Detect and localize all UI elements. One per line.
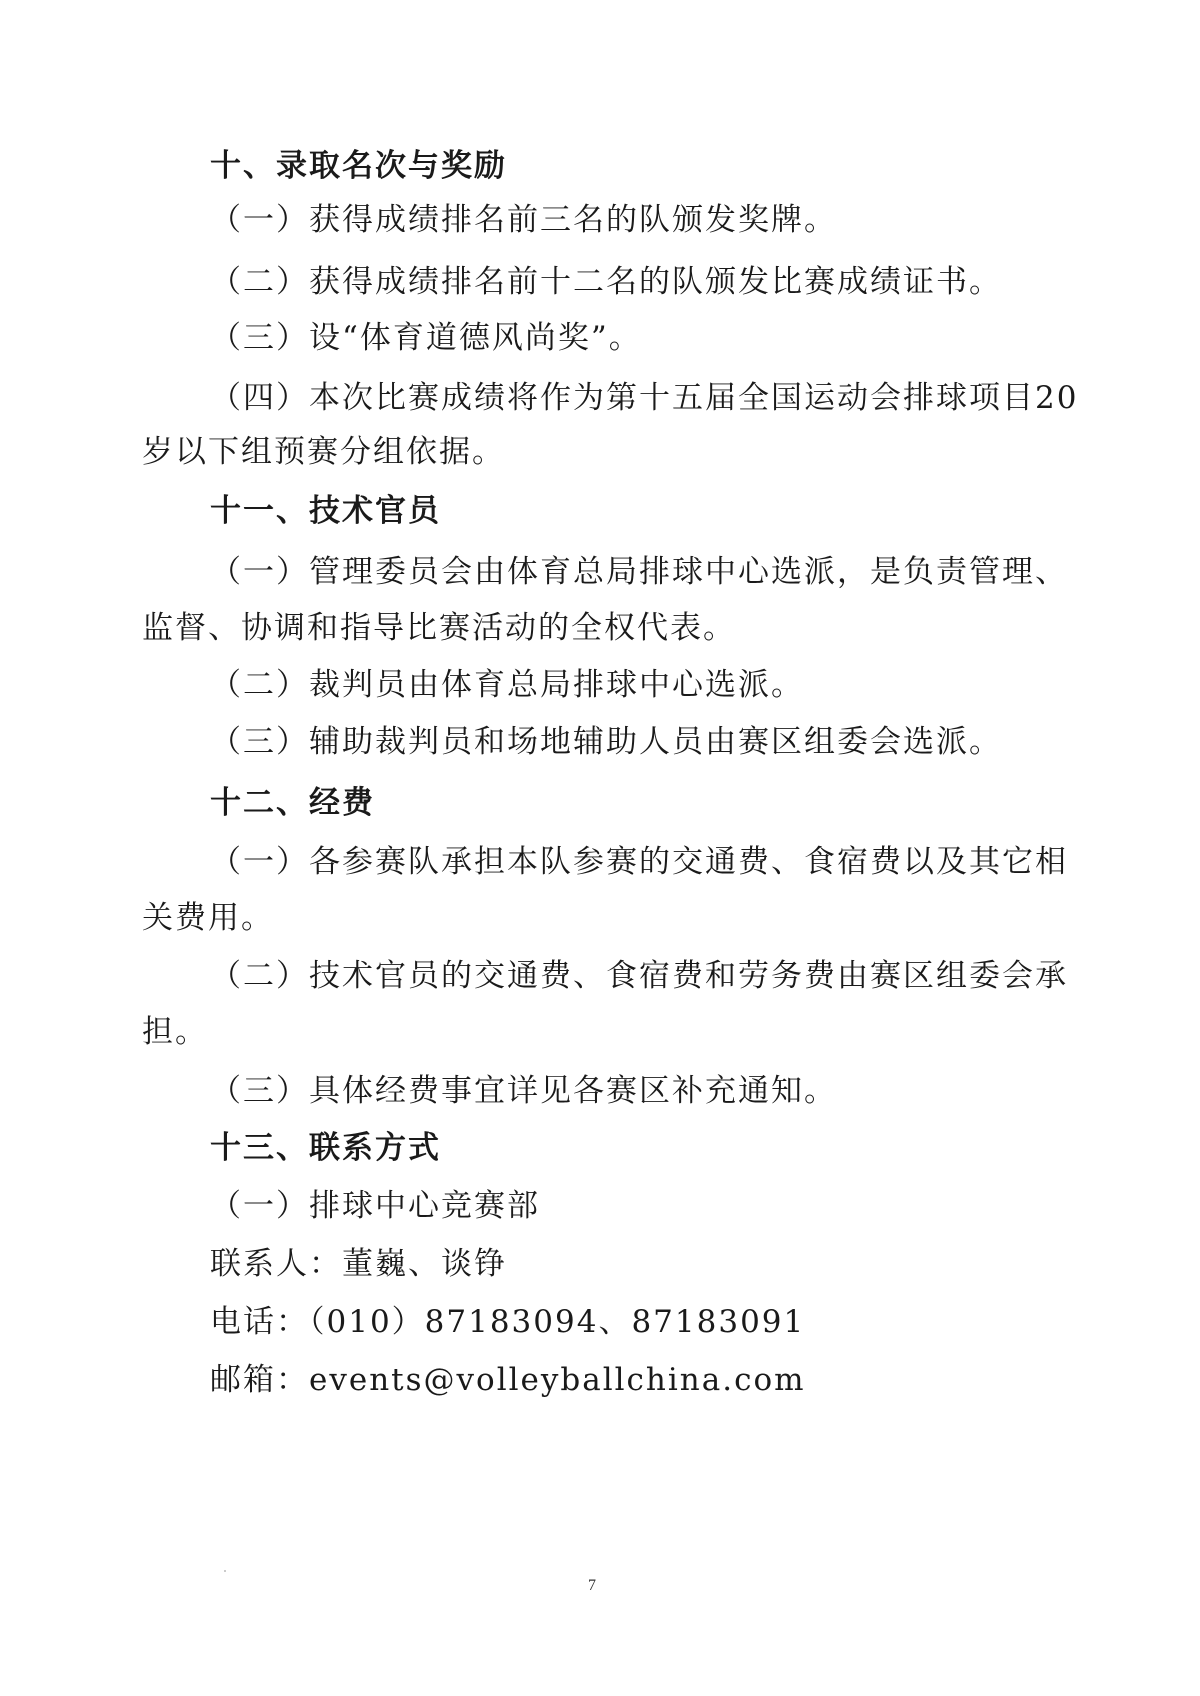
paragraph-continuation: 岁以下组预赛分组依据。 — [142, 434, 505, 470]
section-heading-contact: 十三、联系方式 — [210, 1130, 441, 1166]
paragraph: （二）获得成绩排名前十二名的队颁发比赛成绩证书。 — [210, 264, 1002, 300]
paragraph: （三）设“体育道德风尚奖”。 — [210, 320, 642, 356]
section-heading-technical-officials: 十一、技术官员 — [210, 493, 441, 529]
scan-speck — [224, 1570, 226, 1572]
paragraph: （三）具体经费事宜详见各赛区补充通知。 — [210, 1073, 837, 1109]
paragraph-continuation: 监督、协调和指导比赛活动的全权代表。 — [142, 610, 736, 646]
paragraph-continuation: 担。 — [142, 1014, 208, 1050]
paragraph: （一）各参赛队承担本队参赛的交通费、食宿费以及其它相 — [210, 844, 1068, 880]
paragraph: （一）管理委员会由体育总局排球中心选派，是负责管理、 — [210, 554, 1068, 590]
section-heading-expenses: 十二、经费 — [210, 785, 375, 821]
paragraph: （一）获得成绩排名前三名的队颁发奖牌。 — [210, 202, 837, 238]
paragraph-continuation: 关费用。 — [142, 900, 274, 936]
paragraph: （二）裁判员由体育总局排球中心选派。 — [210, 667, 804, 703]
contact-email: 邮箱：events@volleyballchina.com — [210, 1362, 806, 1398]
contact-person: 联系人：董巍、谈铮 — [210, 1246, 507, 1282]
section-heading-awards: 十、录取名次与奖励 — [210, 148, 507, 184]
paragraph: （三）辅助裁判员和场地辅助人员由赛区组委会选派。 — [210, 724, 1002, 760]
paragraph: （一）排球中心竞赛部 — [210, 1188, 540, 1224]
contact-phone: 电话：（010）87183094、87183091 — [210, 1304, 806, 1340]
paragraph: （二）技术官员的交通费、食宿费和劳务费由赛区组委会承 — [210, 958, 1068, 994]
paragraph: （四）本次比赛成绩将作为第十五届全国运动会排球项目20 — [210, 380, 1079, 416]
page-number: 7 — [588, 1577, 596, 1594]
